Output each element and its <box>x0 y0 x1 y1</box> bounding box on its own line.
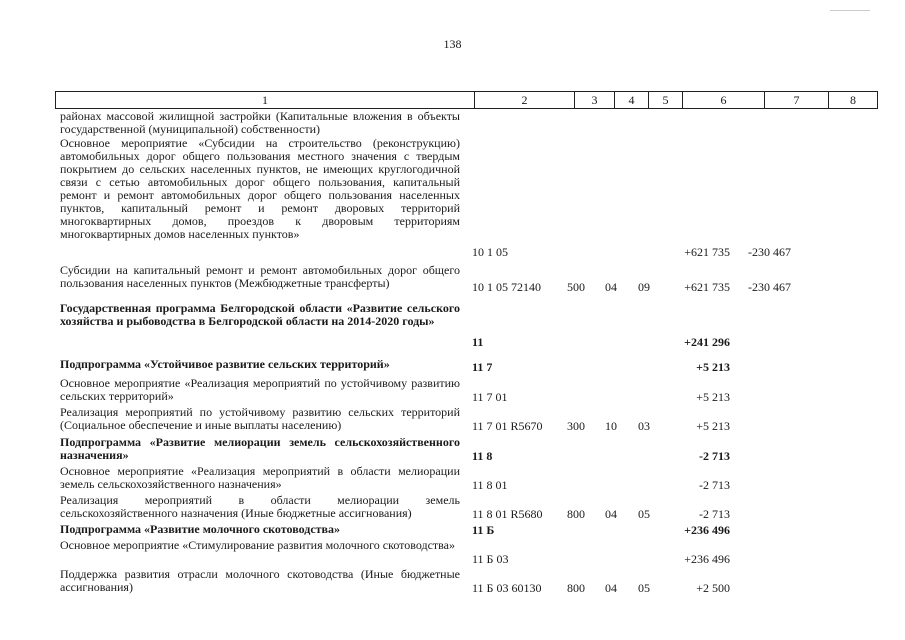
row-description: Основное мероприятие «Реализация мероприятий в области мелиорации земель сельскохозяйственного назначения» <box>60 464 460 491</box>
table-header <box>55 91 878 109</box>
row-code: 11 Б 03 <box>472 552 509 566</box>
row-description: Государственная программа Белгородской области «Развитие сельского хозяйства и рыбоводства в Белгородской области на 2014-2020 годы» <box>60 301 460 328</box>
row-value-col5: 05 <box>638 507 650 521</box>
table-row <box>0 110 905 136</box>
table-row <box>0 358 905 374</box>
row-code: 11 <box>472 335 484 349</box>
row-value-col3: 800 <box>567 507 585 521</box>
page-number: 138 <box>443 37 462 51</box>
row-code: 11 8 01 R5680 <box>472 507 543 521</box>
row-description: Субсидии на капитальный ремонт и ремонт автомобильных дорог общего пользования населенных пунктов (Межбюджетные трансферты) <box>60 263 460 290</box>
table-row <box>0 264 905 294</box>
row-value-col7: -230 467 <box>748 245 791 259</box>
row-value-col6: +236 496 <box>684 552 730 566</box>
row-value-col6: +621 735 <box>684 280 730 294</box>
table-row <box>0 377 905 404</box>
row-value-col4: 04 <box>605 507 617 521</box>
row-description: Реализация мероприятий в области мелиорации земель сельскохозяйственного назначения (Иные бюджетные ассигнования) <box>60 493 460 520</box>
row-description: Основное мероприятие «Реализация мероприятий по устойчивому развитию сельских территорий» <box>60 376 460 403</box>
header-col-7: 7 <box>764 92 828 108</box>
header-col-2: 2 <box>474 92 574 108</box>
table-row <box>0 406 905 433</box>
row-code: 11 8 01 <box>472 478 508 492</box>
table-row <box>0 523 905 537</box>
header-col-3: 3 <box>574 92 614 108</box>
header-col-6: 6 <box>682 92 764 108</box>
row-value-col6: +5 213 <box>696 390 730 404</box>
row-value-col4: 04 <box>605 280 617 294</box>
table-row <box>0 302 905 349</box>
row-code: 11 Б 03 60130 <box>472 581 542 595</box>
row-code: 10 1 05 <box>472 245 508 259</box>
row-code: 11 7 <box>472 360 493 374</box>
row-value-col5: 09 <box>638 280 650 294</box>
row-value-col6: -2 713 <box>699 507 730 521</box>
row-value-col3: 500 <box>567 280 585 294</box>
row-description: Подпрограмма «Развитие молочного скотоводства» <box>60 522 341 536</box>
row-value-col4: 04 <box>605 581 617 595</box>
row-value-col6: -2 713 <box>699 478 730 492</box>
table-row <box>0 137 905 259</box>
table-row <box>0 494 905 521</box>
row-description: Поддержка развития отрасли молочного скотоводства (Иные бюджетные ассигнования) <box>60 567 460 594</box>
row-description: Подпрограмма «Развитие мелиорации земель сельскохозяйственного назначения» <box>60 435 460 462</box>
row-value-col6: +5 213 <box>696 419 730 433</box>
table-row <box>0 465 905 492</box>
row-code: 11 8 <box>472 449 493 463</box>
row-code: 11 7 01 R5670 <box>472 419 543 433</box>
header-col-5: 5 <box>648 92 682 108</box>
row-code: 10 1 05 72140 <box>472 280 541 294</box>
row-value-col6: -2 713 <box>699 449 730 463</box>
row-value-col6: +236 496 <box>684 523 730 537</box>
row-code: 11 Б <box>472 523 495 537</box>
row-value-col3: 800 <box>567 581 585 595</box>
scan-artifact-line <box>830 10 870 11</box>
table-row <box>0 436 905 463</box>
row-value-col3: 300 <box>567 419 585 433</box>
row-value-col6: +2 500 <box>696 581 730 595</box>
table-row <box>0 539 905 566</box>
row-description: Основное мероприятие «Субсидии на строительство (реконструкцию) автомобильных дорог общего пользования местного значения с твердым покрытием до сельских населенных пунктов, не имеющих круглогодичной связи с сетью автомобильных дорог общего пользования, капитальный ремонт и ремонт автомобильных дорог общего пользования населенных пунктов, капитальный ремонт и ремонт дворовых территорий многоквартирных домов, проездов к дворовым территориям многоквартирных домов населенных пунктов» <box>60 136 460 241</box>
row-description: районах массовой жилищной застройки (Капитальные вложения в объекты государственной (муниципальной) собственности) <box>60 109 460 136</box>
row-value-col7: -230 467 <box>748 280 791 294</box>
row-description: Подпрограмма «Устойчивое развитие сельских территорий» <box>60 357 390 371</box>
row-description: Основное мероприятие «Стимулирование развития молочного скотоводства» <box>60 538 455 552</box>
row-value-col6: +5 213 <box>696 360 730 374</box>
row-code: 11 7 01 <box>472 390 508 404</box>
row-value-col5: 03 <box>638 419 650 433</box>
table-row <box>0 568 905 595</box>
row-value-col5: 05 <box>638 581 650 595</box>
row-description: Реализация мероприятий по устойчивому развитию сельских территорий (Социальное обеспечение и иные выплаты населению) <box>60 405 460 432</box>
header-col-4: 4 <box>614 92 648 108</box>
header-col-1: 1 <box>262 93 268 107</box>
header-col-8: 8 <box>828 92 877 108</box>
row-value-col6: +621 735 <box>684 245 730 259</box>
row-value-col6: +241 296 <box>684 335 730 349</box>
row-value-col4: 10 <box>605 419 617 433</box>
